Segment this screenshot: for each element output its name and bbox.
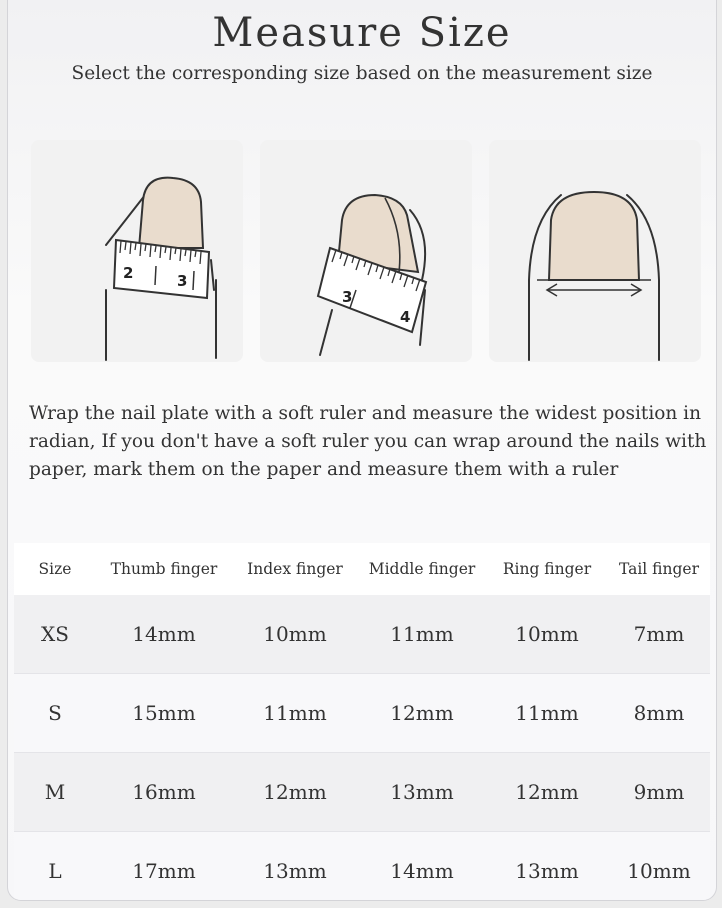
table-cell: 15mm [132,701,196,725]
size-guide-page [7,0,717,901]
instructions-text: Wrap the nail plate with a soft ruler and measure the widest position in radian, If you don't have a soft ruler you can wrap around the nails with paper, mark them on the paper and measure them with a ruler [29,403,707,480]
ruler-mark: 3 [177,272,188,290]
table-cell: 13mm [263,859,327,883]
ruler-mark: 3 [342,288,353,306]
column-header-size: Size [38,560,72,578]
size-cell: XS [41,622,69,646]
table-cell: 13mm [515,859,579,883]
table-cell: 14mm [132,622,196,646]
ruler-mark: 4 [400,308,411,326]
size-cell: S [48,701,62,725]
size-table [14,543,710,901]
table-cell: 14mm [390,859,454,883]
page-title: Measure Size [212,10,512,56]
table-cell: 7mm [633,622,685,646]
table-cell: 11mm [390,622,454,646]
table-cell: 9mm [633,780,685,804]
thumb-ruler-illustration [31,140,243,362]
column-header-index: Index finger [247,560,343,578]
table-cell: 10mm [263,622,327,646]
table-cell: 12mm [390,701,454,725]
column-header-tail: Tail finger [618,560,700,578]
table-cell: 11mm [515,701,579,725]
column-header-ring: Ring finger [502,560,592,578]
column-header-middle: Middle finger [368,560,476,578]
table-cell: 12mm [515,780,579,804]
nail-width-illustration [489,140,701,362]
size-cell: M [44,780,66,804]
table-cell: 10mm [515,622,579,646]
index-ruler-illustration [260,140,472,362]
column-header-thumb: Thumb finger [110,560,218,578]
ruler-mark: 2 [123,264,134,282]
table-cell: 11mm [263,701,327,725]
table-header-row [14,543,710,595]
table-row [14,831,710,901]
table-row [14,673,710,752]
table-cell: 17mm [132,859,196,883]
size-cell: L [48,859,62,883]
table-cell: 13mm [390,780,454,804]
page-subtitle: Select the corresponding size based on the measurement size [71,63,653,84]
table-cell: 16mm [132,780,196,804]
table-cell: 8mm [633,701,685,725]
table-row [14,595,710,673]
table-row [14,752,710,831]
table-cell: 10mm [627,859,691,883]
table-cell: 12mm [263,780,327,804]
